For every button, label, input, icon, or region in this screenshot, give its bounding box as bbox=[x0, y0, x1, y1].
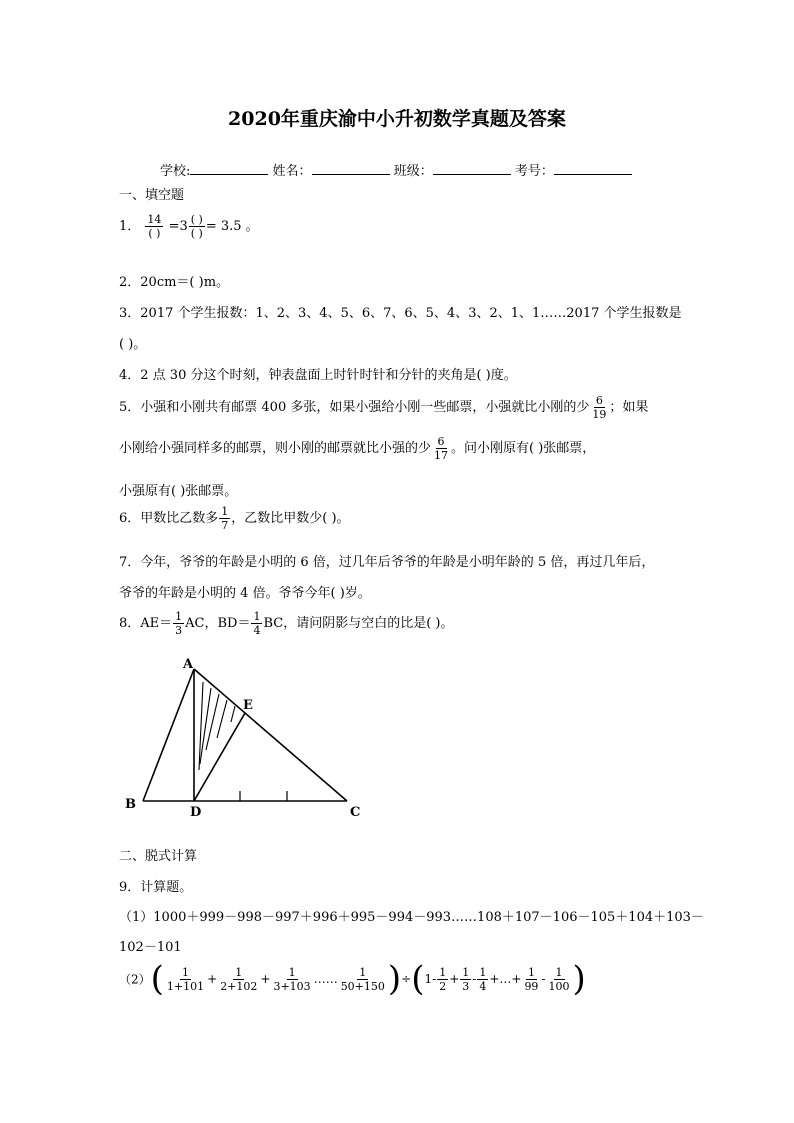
q1-fraction-2 bbox=[189, 213, 205, 240]
student-info-line bbox=[160, 160, 632, 179]
q1-frac2-numerator[interactable]: ( ) bbox=[190, 213, 203, 226]
q8-f2-num: 1 bbox=[253, 610, 261, 623]
t2-num: 1 bbox=[235, 965, 243, 979]
q5-f2-den: 17 bbox=[434, 449, 449, 462]
q5-f1-num: 6 bbox=[595, 394, 603, 407]
one-minus: 1- bbox=[424, 972, 437, 986]
question-5-line-2 bbox=[119, 435, 595, 462]
q6-text-a: 6．甲数比乙数多 bbox=[119, 511, 219, 526]
u3-den: 4 bbox=[479, 979, 487, 993]
term-4 bbox=[339, 966, 387, 993]
divide-sign: ÷ bbox=[401, 972, 412, 986]
q1-frac2-denominator[interactable]: ( ) bbox=[190, 227, 203, 240]
term-1 bbox=[165, 966, 206, 993]
name-blank[interactable] bbox=[312, 162, 390, 175]
bc-tick-marks bbox=[240, 791, 287, 801]
u2-num: 1 bbox=[462, 965, 470, 979]
q5-fraction-2 bbox=[432, 435, 450, 462]
question-5-line-3: 小强原有( )张邮票。 bbox=[119, 484, 238, 499]
u-term-4 bbox=[522, 966, 540, 993]
plus-dots: +…+ bbox=[489, 972, 522, 986]
q8-f1-den: 3 bbox=[175, 624, 183, 637]
label-a: A bbox=[183, 657, 194, 672]
q1-whole: 3 bbox=[179, 219, 188, 234]
q1-frac1-numerator: 14 bbox=[147, 213, 162, 226]
u-term-1 bbox=[437, 966, 448, 993]
u-term-3 bbox=[477, 966, 488, 993]
q9-2-label: （2） bbox=[119, 972, 151, 987]
q8-f2-den: 4 bbox=[253, 624, 261, 637]
q8-fraction-2 bbox=[251, 610, 262, 637]
edge-de bbox=[194, 713, 245, 801]
section-calculation: 二、脱式计算 bbox=[119, 849, 198, 864]
school-label: 学校: bbox=[160, 164, 191, 179]
u4-den: 99 bbox=[524, 979, 539, 993]
label-b: B bbox=[125, 797, 136, 812]
u5-num: 1 bbox=[555, 965, 563, 979]
u1-num: 1 bbox=[439, 965, 447, 979]
t4-den: 50+150 bbox=[340, 979, 385, 993]
question-7-line-2: 爷爷的年龄是小明的 4 倍。爷爷今年( )岁。 bbox=[119, 586, 371, 601]
class-label: 班级： bbox=[393, 164, 433, 179]
question-4: 4．2 点 30 分这个时刻，钟表盘面上时针时针和分针的夹角是( )度。 bbox=[119, 368, 517, 383]
dots: …… bbox=[313, 972, 338, 986]
t2-den: 2+102 bbox=[220, 979, 258, 993]
u5-den: 100 bbox=[548, 979, 570, 993]
q1-frac1-denominator[interactable]: ( ) bbox=[148, 227, 161, 240]
q1-tail: = 3.5 。 bbox=[205, 219, 259, 234]
class-blank[interactable] bbox=[433, 162, 511, 175]
q5-text-2b: 。问小刚原有( )张邮票， bbox=[451, 441, 596, 456]
q8-text-c: BC，请问阴影与空白的比是( )。 bbox=[263, 616, 454, 631]
plus-2: + bbox=[260, 972, 271, 986]
question-9: 9．计算题。 bbox=[119, 880, 193, 895]
q5-text-2: 小刚给小强同样多的邮票，则小刚的邮票就比小强的少 bbox=[119, 441, 432, 456]
q1-fraction-1 bbox=[145, 213, 163, 240]
q1-equals: = bbox=[168, 219, 180, 234]
q5-f2-num: 6 bbox=[437, 435, 445, 448]
question-3-line-1: 3．2017 个学生报数：1、2、3、4、5、6、7、6、5、4、3、2、1、1……2017 个学生报数是 bbox=[119, 306, 682, 321]
t3-den: 3+103 bbox=[273, 979, 311, 993]
right-paren-1: ) bbox=[387, 959, 402, 999]
left-paren-2: ( bbox=[411, 959, 425, 999]
q5-text-1: 5．小强和小刚共有邮票 400 多张，如果小强给小刚一些邮票，小强就比小刚的少 bbox=[119, 400, 590, 415]
edge-ac bbox=[194, 669, 347, 801]
name-label: 姓名： bbox=[272, 164, 312, 179]
q6-fraction bbox=[219, 505, 230, 532]
t1-den: 1+101 bbox=[166, 979, 205, 993]
label-e: E bbox=[243, 698, 253, 713]
op-plus-u2: + bbox=[449, 972, 460, 986]
u2-den: 3 bbox=[462, 979, 470, 993]
question-5-line-1 bbox=[119, 394, 648, 421]
right-paren-2: ) bbox=[572, 959, 586, 999]
u-term-2 bbox=[460, 966, 471, 993]
q8-f1-num: 1 bbox=[175, 610, 183, 623]
left-paren-1: ( bbox=[150, 959, 164, 999]
plus-1: + bbox=[207, 972, 218, 986]
op-minus-u5: - bbox=[541, 972, 546, 986]
school-blank[interactable] bbox=[190, 162, 268, 175]
question-8 bbox=[119, 610, 454, 637]
u3-num: 1 bbox=[479, 965, 487, 979]
q1-number: 1． bbox=[119, 219, 141, 234]
page-title: 2020年重庆渝中小升初数学真题及答案 bbox=[228, 108, 566, 130]
q6-text-b: ，乙数比甲数少( )。 bbox=[231, 511, 350, 526]
question-1 bbox=[119, 213, 259, 240]
question-9-1-line-2: 102－101 bbox=[119, 940, 182, 955]
q5-text-1b: ；如果 bbox=[609, 400, 649, 415]
shading-hatch bbox=[199, 682, 235, 770]
question-9-2 bbox=[119, 959, 586, 999]
t4-num: 1 bbox=[359, 965, 367, 979]
question-2: 2．20cm＝( )m。 bbox=[119, 275, 230, 290]
t3-num: 1 bbox=[288, 965, 296, 979]
edge-ab bbox=[143, 669, 194, 801]
question-9-1-line-1: （1）1000＋999－998－997＋996＋995－994－993……108＋107－106－105＋104＋103－ bbox=[119, 910, 704, 925]
term-2 bbox=[218, 966, 259, 993]
question-3-line-2: ( )。 bbox=[119, 337, 147, 352]
u4-num: 1 bbox=[527, 965, 535, 979]
q8-text-b: AC，BD＝ bbox=[185, 616, 251, 631]
t1-num: 1 bbox=[182, 965, 190, 979]
label-c: C bbox=[350, 805, 361, 820]
q5-f1-den: 19 bbox=[592, 408, 607, 421]
exam-no-blank[interactable] bbox=[554, 162, 632, 175]
q6-f-num: 1 bbox=[221, 505, 229, 518]
op-minus-u3: - bbox=[472, 972, 477, 986]
exam-no-label: 考号： bbox=[514, 164, 554, 179]
q5-fraction-1 bbox=[590, 394, 608, 421]
q6-f-den: 7 bbox=[221, 519, 229, 532]
q8-fraction-1 bbox=[173, 610, 184, 637]
u1-den: 2 bbox=[439, 979, 447, 993]
section-fill-in: 一、填空题 bbox=[119, 188, 185, 203]
question-6 bbox=[119, 505, 350, 532]
u-term-5 bbox=[547, 966, 572, 993]
label-d: D bbox=[190, 805, 202, 820]
question-7-line-1: 7．今年，爷爷的年龄是小明的 6 倍，过几年后爷爷的年龄是小明年龄的 5 倍，再过几年后， bbox=[119, 555, 655, 570]
term-3 bbox=[271, 966, 312, 993]
q8-text-a: 8．AE＝ bbox=[119, 616, 173, 631]
